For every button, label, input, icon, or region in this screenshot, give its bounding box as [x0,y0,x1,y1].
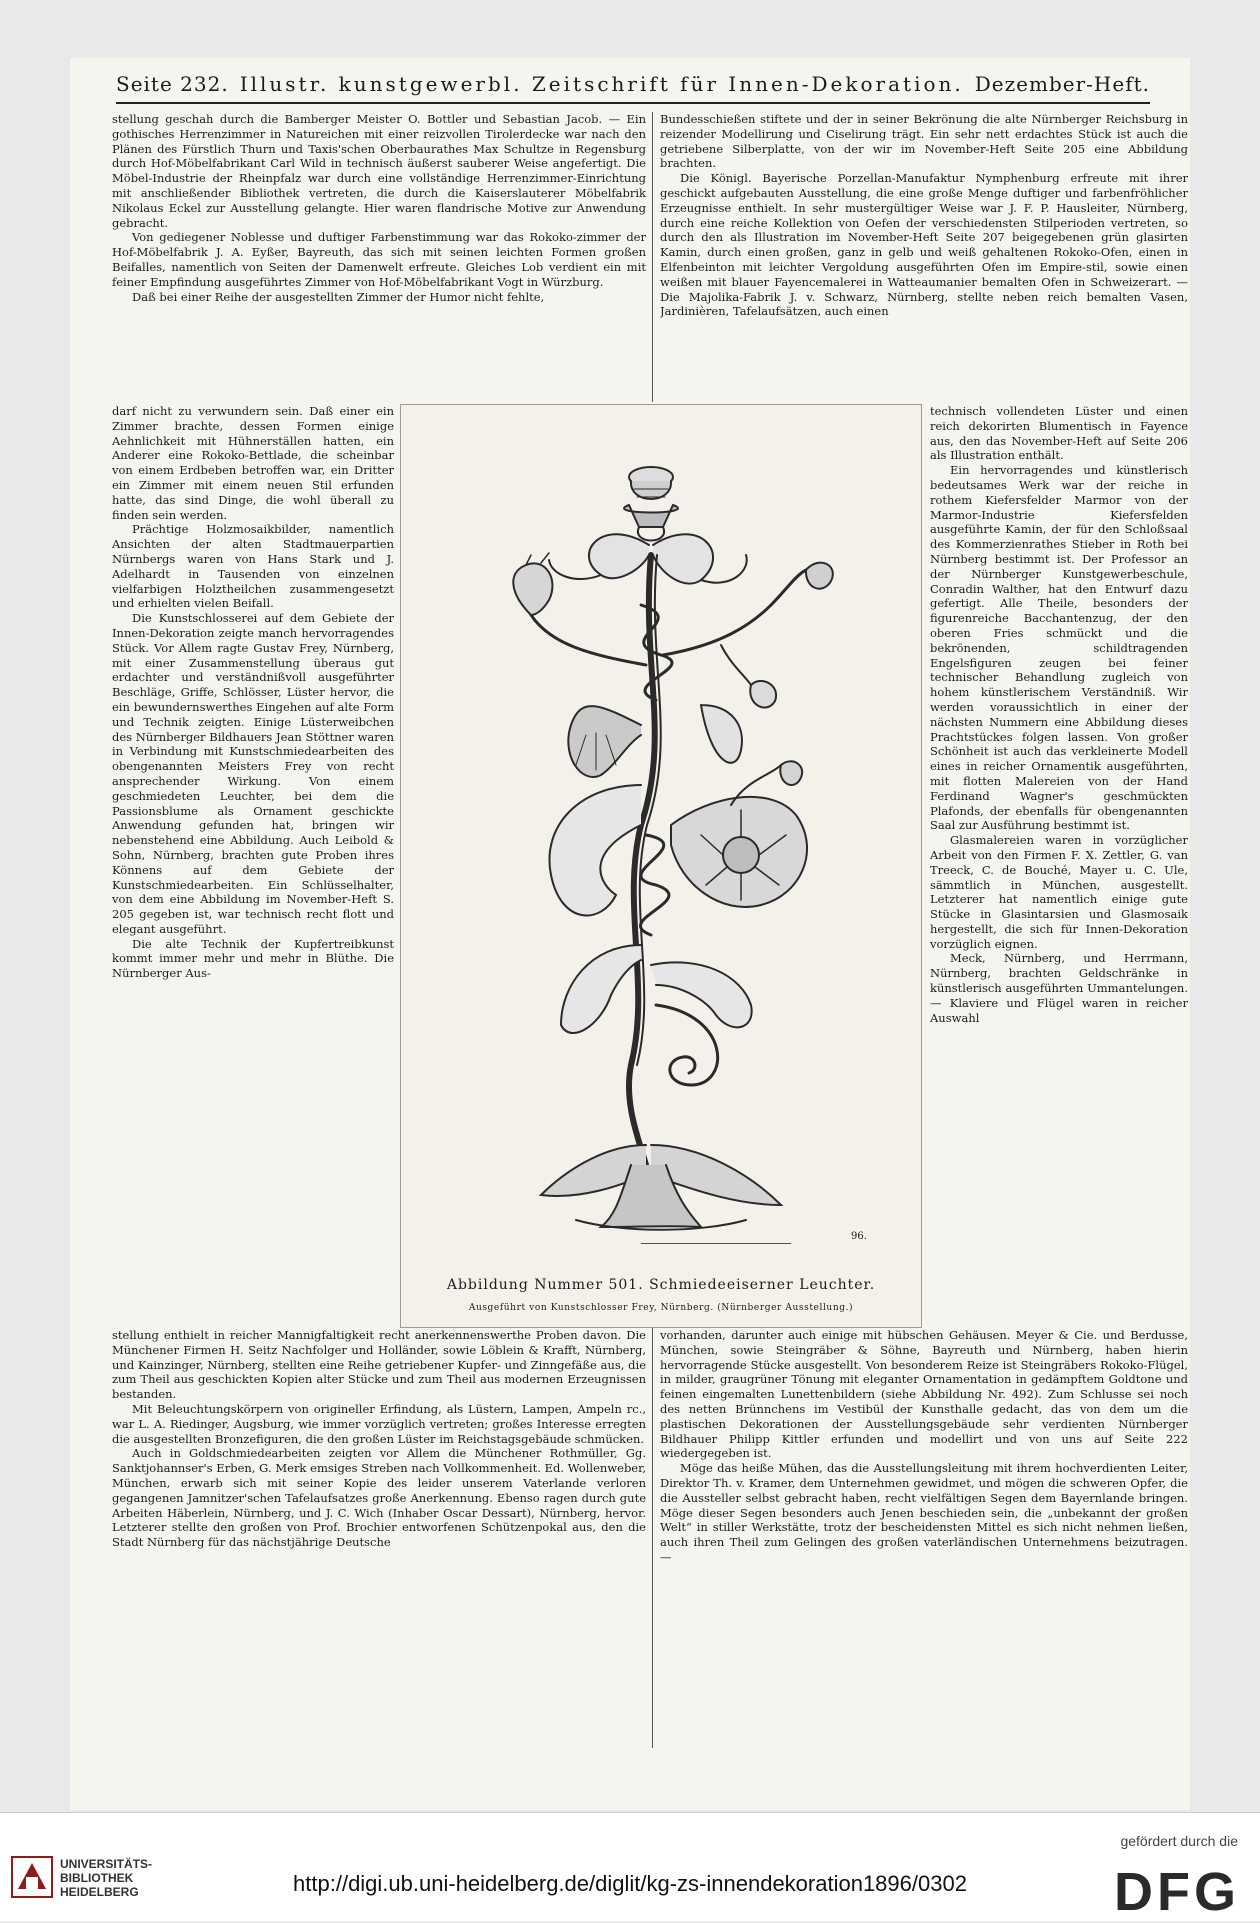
running-head [116,66,1150,104]
paragraph: Die alte Technik der Kupfertreibkunst kommt immer mehr und mehr in Blüthe. Die Nürnberger Aus- [112,936,394,981]
paragraph: vorhanden, darunter auch einige mit hübschen Gehäusen. Meyer & Cie. und Berdusse, München, sowie Steingräber & Söhne, Bayreuth und Nürnberg, haben hierin hervorragende Stücke ausgestellt. Von besonderem Reize ist Steingräbers Rokoko-Flügel, in milder, graugrüner Tönung mit eleganter Ornamentation in gedämpftem Goldtone und feinen eingemalten Lunettenbildern (siehe Abbildung Nr. 492). Zum Schlusse sei noch des netten Brünnchens im Vestibül der Kunsthalle gedacht, das von dem um die plastischen Dekorationen der Ausstellungsgebäude sehr verdienten Nürnberger Bildhauer Philipp Kittler erfunden und modellirt und von uns auf Seite 222 wiedergegeben ist. [660,1328,1188,1461]
digitization-footer [0,1812,1260,1921]
paragraph: Glasmalereien waren in vorzüglicher Arbeit von den Firmen F. X. Zettler, G. van Treeck, C. de Bouché, Mayer u. C. Ule, sämmtlich in München, ausgestellt. Letzterer hat namentlich einige gute Stücke in Glasintarsien und Glasmosaik hergestellt, die sich für Innen-Dekoration vorzüglich eignen. [930,833,1188,951]
paragraph: stellung enthielt in reicher Mannigfaltigkeit recht anerkennenswerthe Proben davon. Die Münchener Firmen H. Seitz Nachfolger und Holländer, sowie Löblein & Krafft, Nürnberg, und Kainzinger, Nürnberg, stellten eine Reihe getriebener Kupfer- und Zinngefäße aus, die zum Theil aus geschickten Kopien alter Stücke und zum Theil aus modernen Erzeugnissen bestanden. [112,1328,646,1402]
text-column-right-top [660,112,1188,402]
paragraph: Daß bei einer Reihe der ausgestellten Zimmer der Humor nicht fehlte, [132,289,545,304]
column-divider [652,112,653,402]
paragraph: stellung geschah durch die Bamberger Meister O. Bottler und Sebastian Jacob. — Ein gothisches Herrenzimmer in Natureichen mit einer reizvollen Tirolerdecke war nach den Plänen des Fürstlich Thurn und Taxis'schen Oberbaurathes Max Schultze in Regensburg durch Hof-Möbelfabrikant Carl Wild in technisch äußerst sauberer Weise angefertigt. Die Möbel-Industrie der Rheinpfalz war durch eine vollständige Herrenzimmer-Einrichtung mit anschließender Bibliothek vertreten, die durch die Kaiserslauterer Möbelfabrik Nikolaus Eckel zur Ausstellung gelangte. Hier waren flandrische Motive zur Anwendung gebracht. [112,112,646,230]
text-column-right-bottom [660,1328,1188,1748]
dfg-logo: DFG [1114,1862,1240,1922]
figure-subcaption: Ausgeführt von Kunstschlosser Frey, Nürnberg. (Nürnberger Ausstellung.) [468,1303,854,1313]
paragraph: Die Königl. Bayerische Porzellan-Manufaktur Nymphenburg erfreute mit ihrer geschickt aufgebauten Ausstellung, die eine große Menge duftiger und farbenfröhlicher Erzeugnisse enthielt. In sehr mustergültiger Weise war J. F. P. Hausleiter, Nürnberg, durch eine reiche Kollektion von Oefen der verschiedensten Stilperioden vertreten, so durch den als Illustration im November-Heft Seite 207 beigegebenen grün glasirten Kamin, durch einen großen, ganz in gelb und weiß gehaltenen Rokoko-Ofen, einen in Elfenbeinton mit leichter Vergoldung ausgeführten Ofen im Empire-stil, sowie einen weißen mit blauer Fayencemalerei in Watteaumanier bemalten Ofen in Schweizerart. — Die Majolika-Fabrik J. v. Schwarz, Nürnberg, stellte neben reich bemalten Vasen, Jardinièren, Tafelaufsätzen, auch einen [660,171,1188,319]
paragraph: darf nicht zu verwundern sein. Daß einer ein Zimmer brachte, dessen Formen einige Aehnlichkeit mit Hühnerställen hatten, ein Anderer eine Rokoko-Bettlade, die scheinbar von einem Erdbeben betroffen war, ein Dritter ein Zimmer mit einem neuen Stil erfunden hatte, das sind Dinge, die wohl überall zu finden sein werden. [112,404,394,522]
paragraph: technisch vollendeten Lüster und einen reich dekorirten Blumentisch in Fayence aus, den das November-Heft auf Seite 206 als Illustration enthält. [930,404,1188,463]
figure-candlestick [400,404,922,1328]
paragraph: Meck, Nürnberg, und Herrmann, Nürnberg, brachten Geldschränke in künstlerisch ausgeführten Ummantelungen. — Klaviere und Flügel waren in reicher Auswahl [930,951,1188,1025]
wrought-iron-candlestick-illustration [401,405,921,1265]
paragraph: Mit Beleuchtungskörpern von origineller Erfindung, als Lüstern, Lampen, Ampeln rc., war L. A. Riedinger, Augsburg, wie immer vorzüglich vertreten; großes Interesse erregten die ausgestellten Bronzefiguren, die den großen Lüster im Reichstagsgebäude schmücken. [112,1401,646,1446]
paragraph: Von gediegener Noblesse und duftiger Farbenstimmung war das Rokoko-zimmer der Hof-Möbelfabrik J. A. Eyßer, Bayreuth, das sich mit seinen leichten Formen großen Beifalles, namentlich von Seiten der Damenwelt erfreute. Gleiches Lob verdient ein mit feiner Empfindung ausgeführtes Zimmer von Hof-Möbelfabrikant Vogt in Würzburg. [112,230,646,289]
figure-rule [641,1243,791,1244]
paragraph: Bundesschießen stiftete und der in seiner Bekrönung die alte Nürnberger Reichsburg in reizender Modellirung und Ciselirung trägt. Ein sehr nett erdachtes Stück ist auch die getriebene Silberplatte, von der wir im November-Heft Seite 205 eine Abbildung brachten. [660,112,1188,171]
paragraph: Ein hervorragendes und künstlerisch bedeutsames Werk war der reiche in rothem Kiefersfelder Marmor von der Marmor-Industrie Kiefersfelden ausgeführte Kamin, der für den Schloßsaal des Kommerzienrathes Stieber in Roth bei Nürnberg bestimmt ist. Der Professor an der Nürnberger Kunstgewerbeschule, Conradin Walther, hat den Entwurf dazu gefertigt. Alle Theile, besonders der figurenreiche Bacchantenzug, der den oberen Fries schmückt und die bekrönenden, schildtragenden Engelsfiguren zeugen bei feiner technischer Behandlung zugleich von hohem künstlerischem Verständniß. Wir werden voraussichtlich in einer der nächsten Nummern eine Abbildung dieses Prachtstückes folgen lassen. Von großer Schönheit ist auch das verkleinerte Modell eines in reicher Ornamentik ausgeführten, mit flotten Malereien von der Hand Ferdinand Wagner's geschmückten Plafonds, der ebenfalls für obengenannten Saal zur Ausführung bestimmt ist. [930,463,1188,833]
institution-name: UNIVERSITÄTS- BIBLIOTHEK HEIDELBERG [60,1857,153,1899]
journal-title: Illustr. kunstgewerbl. Zeitschrift für Innen-Dekoration. [239,72,964,96]
artist-monogram: 96. [851,1231,867,1242]
paragraph: Prächtige Holzmosaikbilder, namentlich Ansichten der alten Stadtmauerpartien Nürnbergs waren von Hans Stark und J. Adelhardt in Tausenden von einzelnen vielfarbigen Holztheilchen zusammengesetzt und erhielten vielen Beifall. [112,522,394,611]
paragraph: Möge das heiße Mühen, das die Ausstellungsleitung mit ihrem hochverdienten Leiter, Direktor Th. v. Kramer, dem Unternehmen gewidmet, und mögen die schweren Opfer, die die Aussteller selbst gebracht haben, recht vielfältigen Segen dem Bayernlande bringen. Möge dieser Segen besonders auch Jenen beschieden sein, die „unbekannt der großen Welt“ in stiller Werkstätte, trotz der bescheidensten Mittel es sich nicht nehmen ließen, auch ihren Theil zum Gelingen des großen vaterländischen Unternehmens beizutragen. — [660,1461,1188,1564]
journal-page [70,58,1190,1810]
text-column-left-bottom [112,1328,646,1748]
paragraph: Auch in Goldschmiedearbeiten zeigten vor Allem die Münchener Rothmüller, Gg. Sanktjohannser's Erben, G. Merk emsiges Streben nach Vollkommenheit. Ed. Wollenweber, München, erwarb sich mit seiner Kopie des leider unserem Vaterlande verloren gegangenen Jamnitzer'schen Tafelaufsatzes große Anerkennung. Ebenso ragen durch gute Arbeiten Häberlein, Nürnberg, und J. C. Wich (Inhaber Oscar Dessart), Nürnberg, hervor. Letzterer stellte den großen von Prof. Brochier entworfenen Schützenpokal aus, den die Stadt Nürnberg für das nächstjährige Deutsche [112,1446,646,1550]
page-number: Seite 232. [116,72,229,96]
funding-note: gefördert durch die [1120,1833,1238,1849]
figure-caption: Abbildung Nummer 501. Schmiedeeiserner Leuchter. [446,1277,876,1293]
issue-label: Dezember-Heft. [974,72,1150,96]
source-url-link[interactable]: http://digi.ub.uni-heidelberg.de/diglit/kg-zs-innendekoration1896/0302 [293,1871,967,1896]
text-column-right-middle [930,404,1188,1340]
paragraph: Die Kunstschlosserei auf dem Gebiete der Innen-Dekoration zeigte manch hervorragendes Stück. Vor Allem ragte Gustav Frey, Nürnberg, mit einer Zusammenstellung überaus gut erdachter und verständnißvoll ausgeführter Beschläge, Griffe, Schlösser, Lüster hervor, die ein bewundernswerthes Eingehen auf alte Form und Technik zeigten. Einige Lüsterweibchen des Nürnberger Bildhauers Jean Stöttner waren in Verbindung mit Kunstschmiedearbeiten des obengenannten Meisters Frey von recht ansprechender Wirkung. Von einem geschmiedeten Leuchter, bei dem die Passionsblume als Ornament geschickte Anwendung gefunden hat, bringen wir nebenstehend eine Abbildung. Auch Leibold & Sohn, Nürnberg, brachten gute Proben ihres Könnens auf dem Gebiete der Kunstschmiedearbeiten. Ein Schlüsselhalter, von dem eine Abbildung im November-Heft S. 205 gegeben ist, war technisch recht flott und elegant ausgeführt. [112,611,394,936]
text-column-left-top [112,112,646,402]
column-divider [652,1328,653,1748]
text-column-left-middle [112,404,394,1340]
